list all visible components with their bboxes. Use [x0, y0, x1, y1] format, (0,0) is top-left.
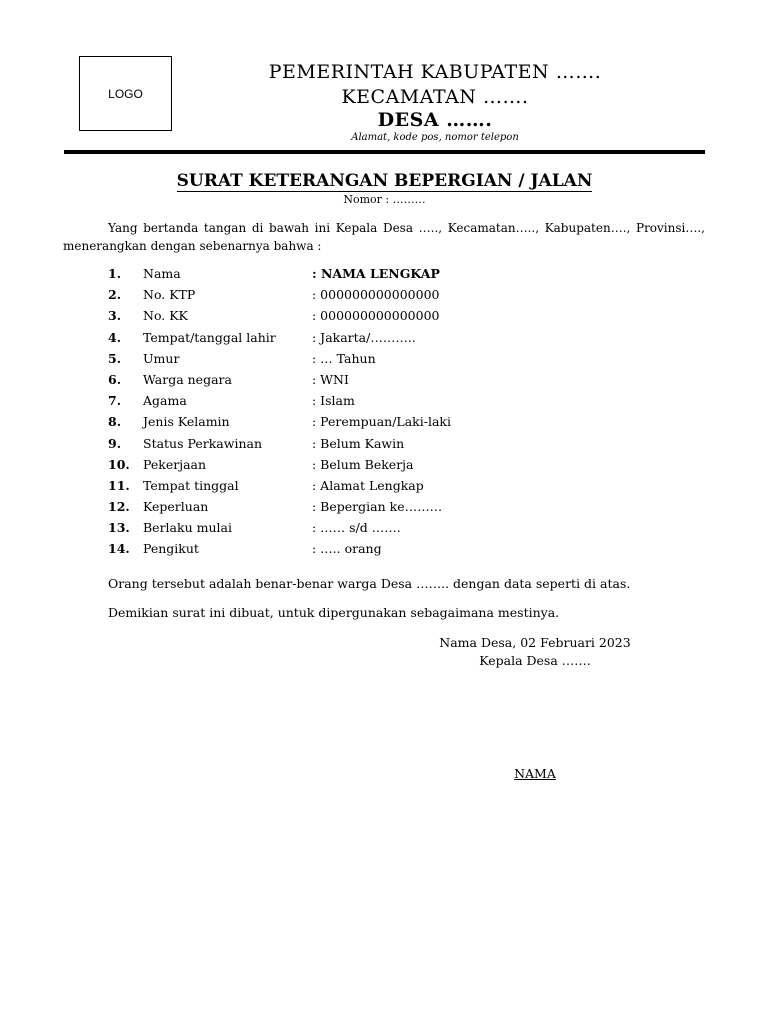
field-label: Keperluan: [143, 499, 209, 515]
field-label: Jenis Kelamin: [143, 414, 230, 430]
header-address: Alamat, kode pos, nomor telepon: [351, 132, 519, 143]
field-label: Warga negara: [143, 371, 232, 387]
field-number: 8.: [108, 414, 122, 430]
field-label: Status Perkawinan: [143, 435, 263, 451]
field-label: Agama: [143, 393, 187, 409]
statement-paragraph: Orang tersebut adalah benar-benar warga Desa …….. dengan data seperti di atas.: [108, 576, 631, 591]
field-label: Tempat tinggal: [143, 477, 239, 493]
field-number: 13.: [108, 520, 130, 536]
header-district: KECAMATAN …….: [341, 86, 529, 108]
field-number: 5.: [108, 350, 122, 366]
signatory-name-text: NAMA: [514, 766, 556, 781]
field-number: 10.: [108, 456, 130, 472]
field-value: : NAMA LENGKAP: [312, 266, 440, 281]
logo-placeholder: [79, 56, 172, 131]
field-number: 12.: [108, 499, 130, 515]
field-value: : Jakarta/………..: [312, 329, 416, 345]
field-number: 7.: [108, 393, 122, 409]
field-number: 14.: [108, 541, 130, 557]
field-label: Tempat/tanggal lahir: [143, 329, 276, 345]
field-number: 4.: [108, 329, 122, 345]
field-label: Berlaku mulai: [143, 520, 232, 536]
field-value: : …… s/d …….: [312, 520, 401, 536]
field-number: 3.: [108, 308, 122, 324]
field-value: : ….. orang: [312, 541, 382, 557]
letter-title-text: SURAT KETERANGAN BEPERGIAN / JALAN: [176, 171, 593, 191]
field-label: Pengikut: [143, 541, 199, 557]
field-value: : Bepergian ke………: [312, 499, 443, 515]
field-label: Pekerjaan: [143, 456, 207, 472]
field-value: : 000000000000000: [312, 308, 440, 324]
field-number: 6.: [108, 371, 122, 387]
field-number: 9.: [108, 435, 122, 451]
header-government: PEMERINTAH KABUPATEN …….: [268, 61, 602, 83]
header-village: DESA …….: [377, 109, 493, 131]
letter-number: Nomor : ………: [343, 193, 426, 206]
field-number: 2.: [108, 287, 122, 303]
field-label: No. KK: [143, 308, 188, 324]
field-label: Nama: [143, 266, 181, 281]
field-number: 1.: [108, 266, 122, 281]
field-number: 11.: [108, 477, 130, 493]
field-value: : Alamat Lengkap: [312, 477, 424, 493]
closing-paragraph: Demikian surat ini dibuat, untuk dipergunakan sebagaimana mestinya.: [108, 605, 560, 620]
field-value: : Islam: [312, 393, 355, 409]
sign-title: Kepala Desa …….: [479, 653, 591, 668]
intro-paragraph: Yang bertanda tangan di bawah ini Kepala Desa ….., Kecamatan….., Kabupaten…., Provinsi…., menerangkan dengan sebenarnya bahwa :: [63, 221, 705, 253]
field-label: Umur: [143, 350, 180, 366]
logo-text: LOGO: [108, 86, 143, 101]
field-value: : Belum Kawin: [312, 435, 405, 451]
field-value: : Perempuan/Laki-laki: [312, 414, 451, 430]
field-value: : WNI: [312, 371, 349, 387]
letter-title: [64, 171, 705, 191]
field-label: No. KTP: [143, 287, 196, 303]
sign-place-date: Nama Desa, 02 Februari 2023: [439, 635, 631, 650]
header-divider: [64, 150, 705, 154]
signatory-name: [380, 766, 690, 781]
field-value: : … Tahun: [312, 350, 376, 366]
field-value: : Belum Bekerja: [312, 456, 414, 472]
field-value: : 000000000000000: [312, 287, 440, 303]
